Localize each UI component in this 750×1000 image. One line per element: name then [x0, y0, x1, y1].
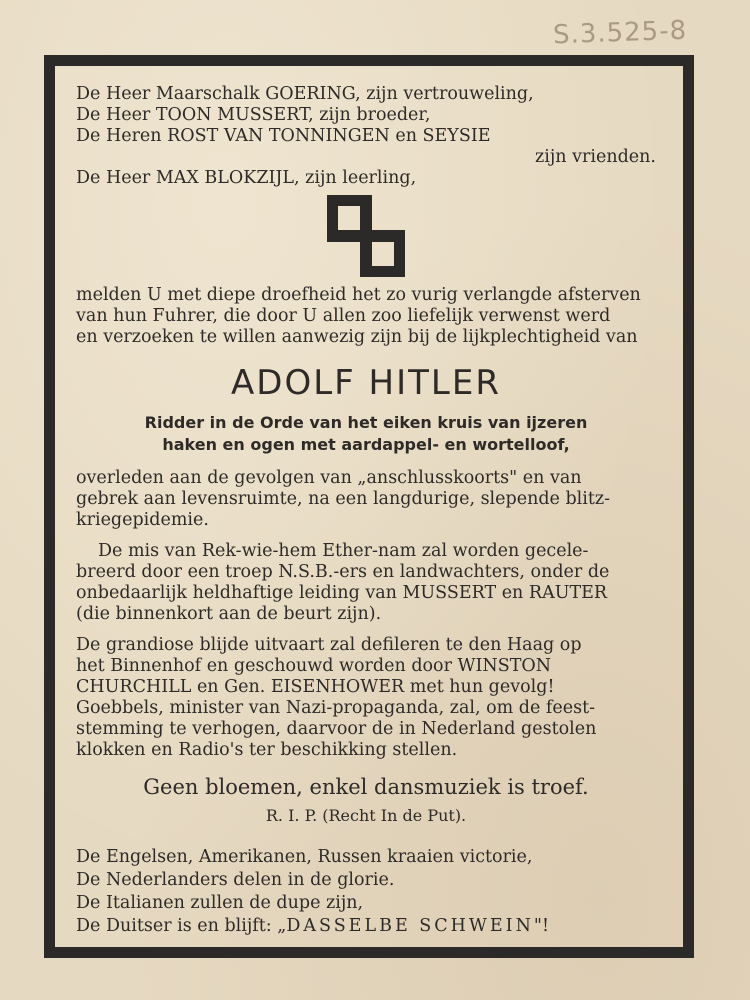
- closing-prefix: De Duitser is en blijft: „: [76, 916, 287, 936]
- announcement-line: en verzoeken te willen aanwezig zijn bij de lijkplechtigheid van: [76, 327, 638, 347]
- mass-line: (die binnenkort aan de beurt zijn).: [76, 604, 382, 624]
- funeral-line: het Binnenhof en geschouwd worden door WINSTON: [76, 656, 552, 676]
- cause-line: kriegepidemie.: [76, 510, 209, 530]
- funeral-line: De grandiose blijde uitvaart zal defileren te den Haag op: [76, 635, 582, 655]
- deceased-name: ADOLF HITLER: [231, 363, 501, 403]
- closing-line: De Nederlanders delen in de glorie.: [76, 870, 395, 890]
- closing-spaced: DASSELBE SCHWEIN: [286, 916, 534, 936]
- announcement-line: melden U met diepe droefheid het zo vurig verlangde afsterven: [76, 285, 641, 305]
- funeral-line: CHURCHILL en Gen. EISENHOWER met hun gevolg!: [76, 677, 555, 697]
- archive-mark: S.3.525-8: [552, 15, 688, 51]
- rip-line: R. I. P. (Recht In de Put).: [265, 806, 467, 825]
- intro-block: [76, 84, 656, 189]
- closing-verse: [76, 846, 656, 938]
- mass-line: De mis van Rek-wie-hem Ether-nam zal worden gecele-: [98, 541, 589, 561]
- closing-line: De Engelsen, Amerikanen, Russen kraaien victorie,: [76, 847, 533, 867]
- intro-line: De Heren ROST VAN TONNINGEN en SEYSIE: [76, 126, 491, 146]
- funeral-line: klokken en Radio's ter beschikking stellen.: [76, 740, 458, 760]
- closing-line: [76, 915, 656, 938]
- funeral-line: stemming te verhogen, daarvoor de in Nederland gestolen: [76, 719, 597, 739]
- intro-line: De Heer Maarschalk GOERING, zijn vertrouweling,: [76, 84, 534, 104]
- cause-line: gebrek aan levensruimte, na een langdurige, slepende blitz-: [76, 489, 611, 509]
- intro-line: De Heer MAX BLOKZIJL, zijn leerling,: [76, 168, 417, 188]
- announcement-block: [76, 285, 656, 348]
- funeral-line: Goebbels, minister van Nazi-propaganda, zal, om de feest-: [76, 698, 596, 718]
- mass-block: [76, 541, 656, 625]
- closing-suffix: "!: [533, 916, 549, 936]
- no-flowers-line: Geen bloemen, enkel dansmuziek is troef.: [143, 775, 589, 799]
- closing-line: De Italianen zullen de dupe zijn,: [76, 893, 364, 913]
- mass-line: breerd door een troep N.S.B.-ers en landwachters, onder de: [76, 562, 610, 582]
- order-title: [76, 412, 656, 456]
- order-title-line: haken en ogen met aardappel- en wortelloof,: [162, 435, 570, 454]
- mass-line: onbedaarlijk heldhaftige leiding van MUSSERT en RAUTER: [76, 583, 608, 603]
- notice-content: [76, 84, 656, 938]
- announcement-line: van hun Fuhrer, die door U allen zoo liefelijk verwenst werd: [76, 306, 611, 326]
- funeral-block: [76, 635, 656, 761]
- order-title-line: Ridder in de Orde van het eiken kruis van ijzeren: [144, 413, 588, 432]
- cause-line: overleden aan de gevolgen van „anschlusskoorts" en van: [76, 468, 582, 488]
- swastika-icon: [327, 195, 405, 277]
- intro-line: zijn vrienden.: [535, 147, 656, 167]
- cause-block: [76, 468, 656, 531]
- intro-line: De Heer TOON MUSSERT, zijn broeder,: [76, 105, 431, 125]
